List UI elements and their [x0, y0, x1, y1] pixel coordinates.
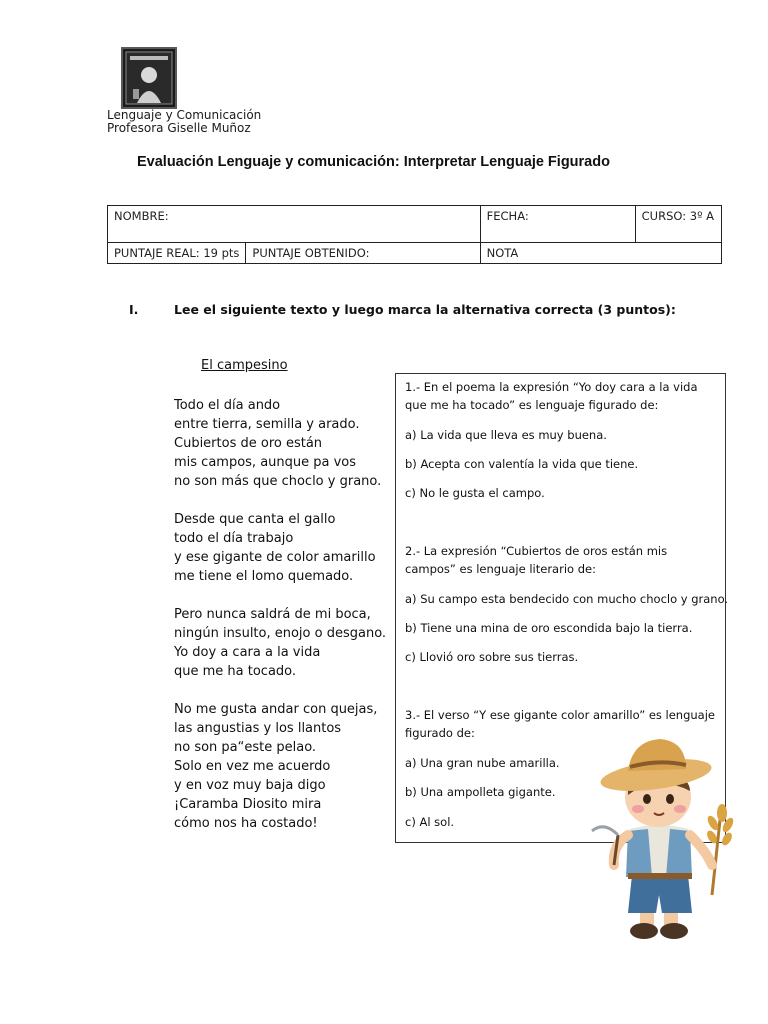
poem-line: Solo en vez me acuerdo	[174, 759, 331, 774]
poem-line: entre tierra, semilla y arado.	[174, 417, 360, 432]
question-3-prompt: 3.- El verso “Y ese gigante color amarillo” es lenguaje figurado de:	[405, 708, 716, 740]
page-title: Evaluación Lenguaje y comunicación: Interpretar Lenguaje Figurado	[137, 154, 610, 170]
poem-line: todo el día trabajo	[174, 531, 294, 546]
curso-field: CURSO: 3º A	[635, 206, 721, 243]
poem-line: cómo nos ha costado!	[174, 816, 318, 831]
question-3-option-c[interactable]: c) Al sol.	[405, 815, 455, 829]
teacher-label: Profesora Giselle Muñoz	[107, 121, 251, 135]
question-2-option-b[interactable]: b) Tiene una mina de oro escondida bajo la tierra.	[405, 621, 693, 635]
poem-line: y ese gigante de color amarillo	[174, 550, 376, 565]
section-instruction: Lee el siguiente texto y luego marca la alternativa correcta (3 puntos):	[174, 302, 676, 317]
poem-line: ningún insulto, enojo o desgano.	[174, 626, 387, 641]
fecha-field[interactable]: FECHA:	[480, 206, 635, 243]
section-number: I.	[129, 302, 139, 317]
poem-title: El campesino	[201, 358, 288, 373]
farmer-boy-illustration	[552, 725, 768, 945]
poem-line: no son pa“este pelao.	[174, 740, 317, 755]
question-1-option-a[interactable]: a) La vida que lleva es muy buena.	[405, 428, 607, 442]
poem-line: que me ha tocado.	[174, 664, 297, 679]
poem-line: Todo el día ando	[174, 398, 281, 413]
question-2-prompt: 2.- La expresión “Cubiertos de oros están mis campos” es lenguaje literario de:	[405, 544, 668, 576]
question-1-prompt: 1.- En el poema la expresión “Yo doy cara a la vida que me ha tocado” es lenguaje figurado de:	[405, 380, 698, 412]
nombre-field[interactable]: NOMBRE:	[108, 206, 481, 243]
stanza-gap	[174, 681, 386, 700]
question-1-option-c[interactable]: c) No le gusta el campo.	[405, 486, 545, 500]
stanza-gap	[174, 491, 386, 510]
poem-line: las angustias y los llantos	[174, 721, 342, 736]
school-crest-icon	[121, 47, 177, 109]
question-3-option-a[interactable]: a) Una gran nube amarilla.	[405, 756, 560, 770]
puntaje-real-field: PUNTAJE REAL: 19 pts	[108, 243, 246, 264]
poem-line: no son más que choclo y grano.	[174, 474, 382, 489]
student-info-table	[107, 205, 722, 264]
question-2-option-a[interactable]: a) Su campo esta bendecido con mucho choclo y grano.	[405, 592, 729, 606]
poem-line: Desde que canta el gallo	[174, 512, 336, 527]
poem-text	[174, 396, 386, 833]
puntaje-obtenido-field[interactable]: PUNTAJE OBTENIDO:	[246, 243, 480, 264]
question-1-option-b[interactable]: b) Acepta con valentía la vida que tiene.	[405, 457, 639, 471]
nota-field[interactable]: NOTA	[480, 243, 721, 264]
poem-line: me tiene el lomo quemado.	[174, 569, 354, 584]
poem-line: ¡Caramba Diosito mira	[174, 797, 322, 812]
poem-line: Cubiertos de oro están	[174, 436, 323, 451]
stanza-gap	[174, 586, 386, 605]
question-3-option-b[interactable]: b) Una ampolleta gigante.	[405, 785, 556, 799]
poem-line: No me gusta andar con quejas,	[174, 702, 378, 717]
subject-label: Lenguaje y Comunicación	[107, 108, 262, 122]
question-2-option-c[interactable]: c) Llovió oro sobre sus tierras.	[405, 650, 579, 664]
poem-line: y en voz muy baja digo	[174, 778, 326, 793]
poem-line: Pero nunca saldrá de mi boca,	[174, 607, 371, 622]
poem-line: Yo doy a cara a la vida	[174, 645, 321, 660]
poem-line: mis campos, aunque pa vos	[174, 455, 357, 470]
